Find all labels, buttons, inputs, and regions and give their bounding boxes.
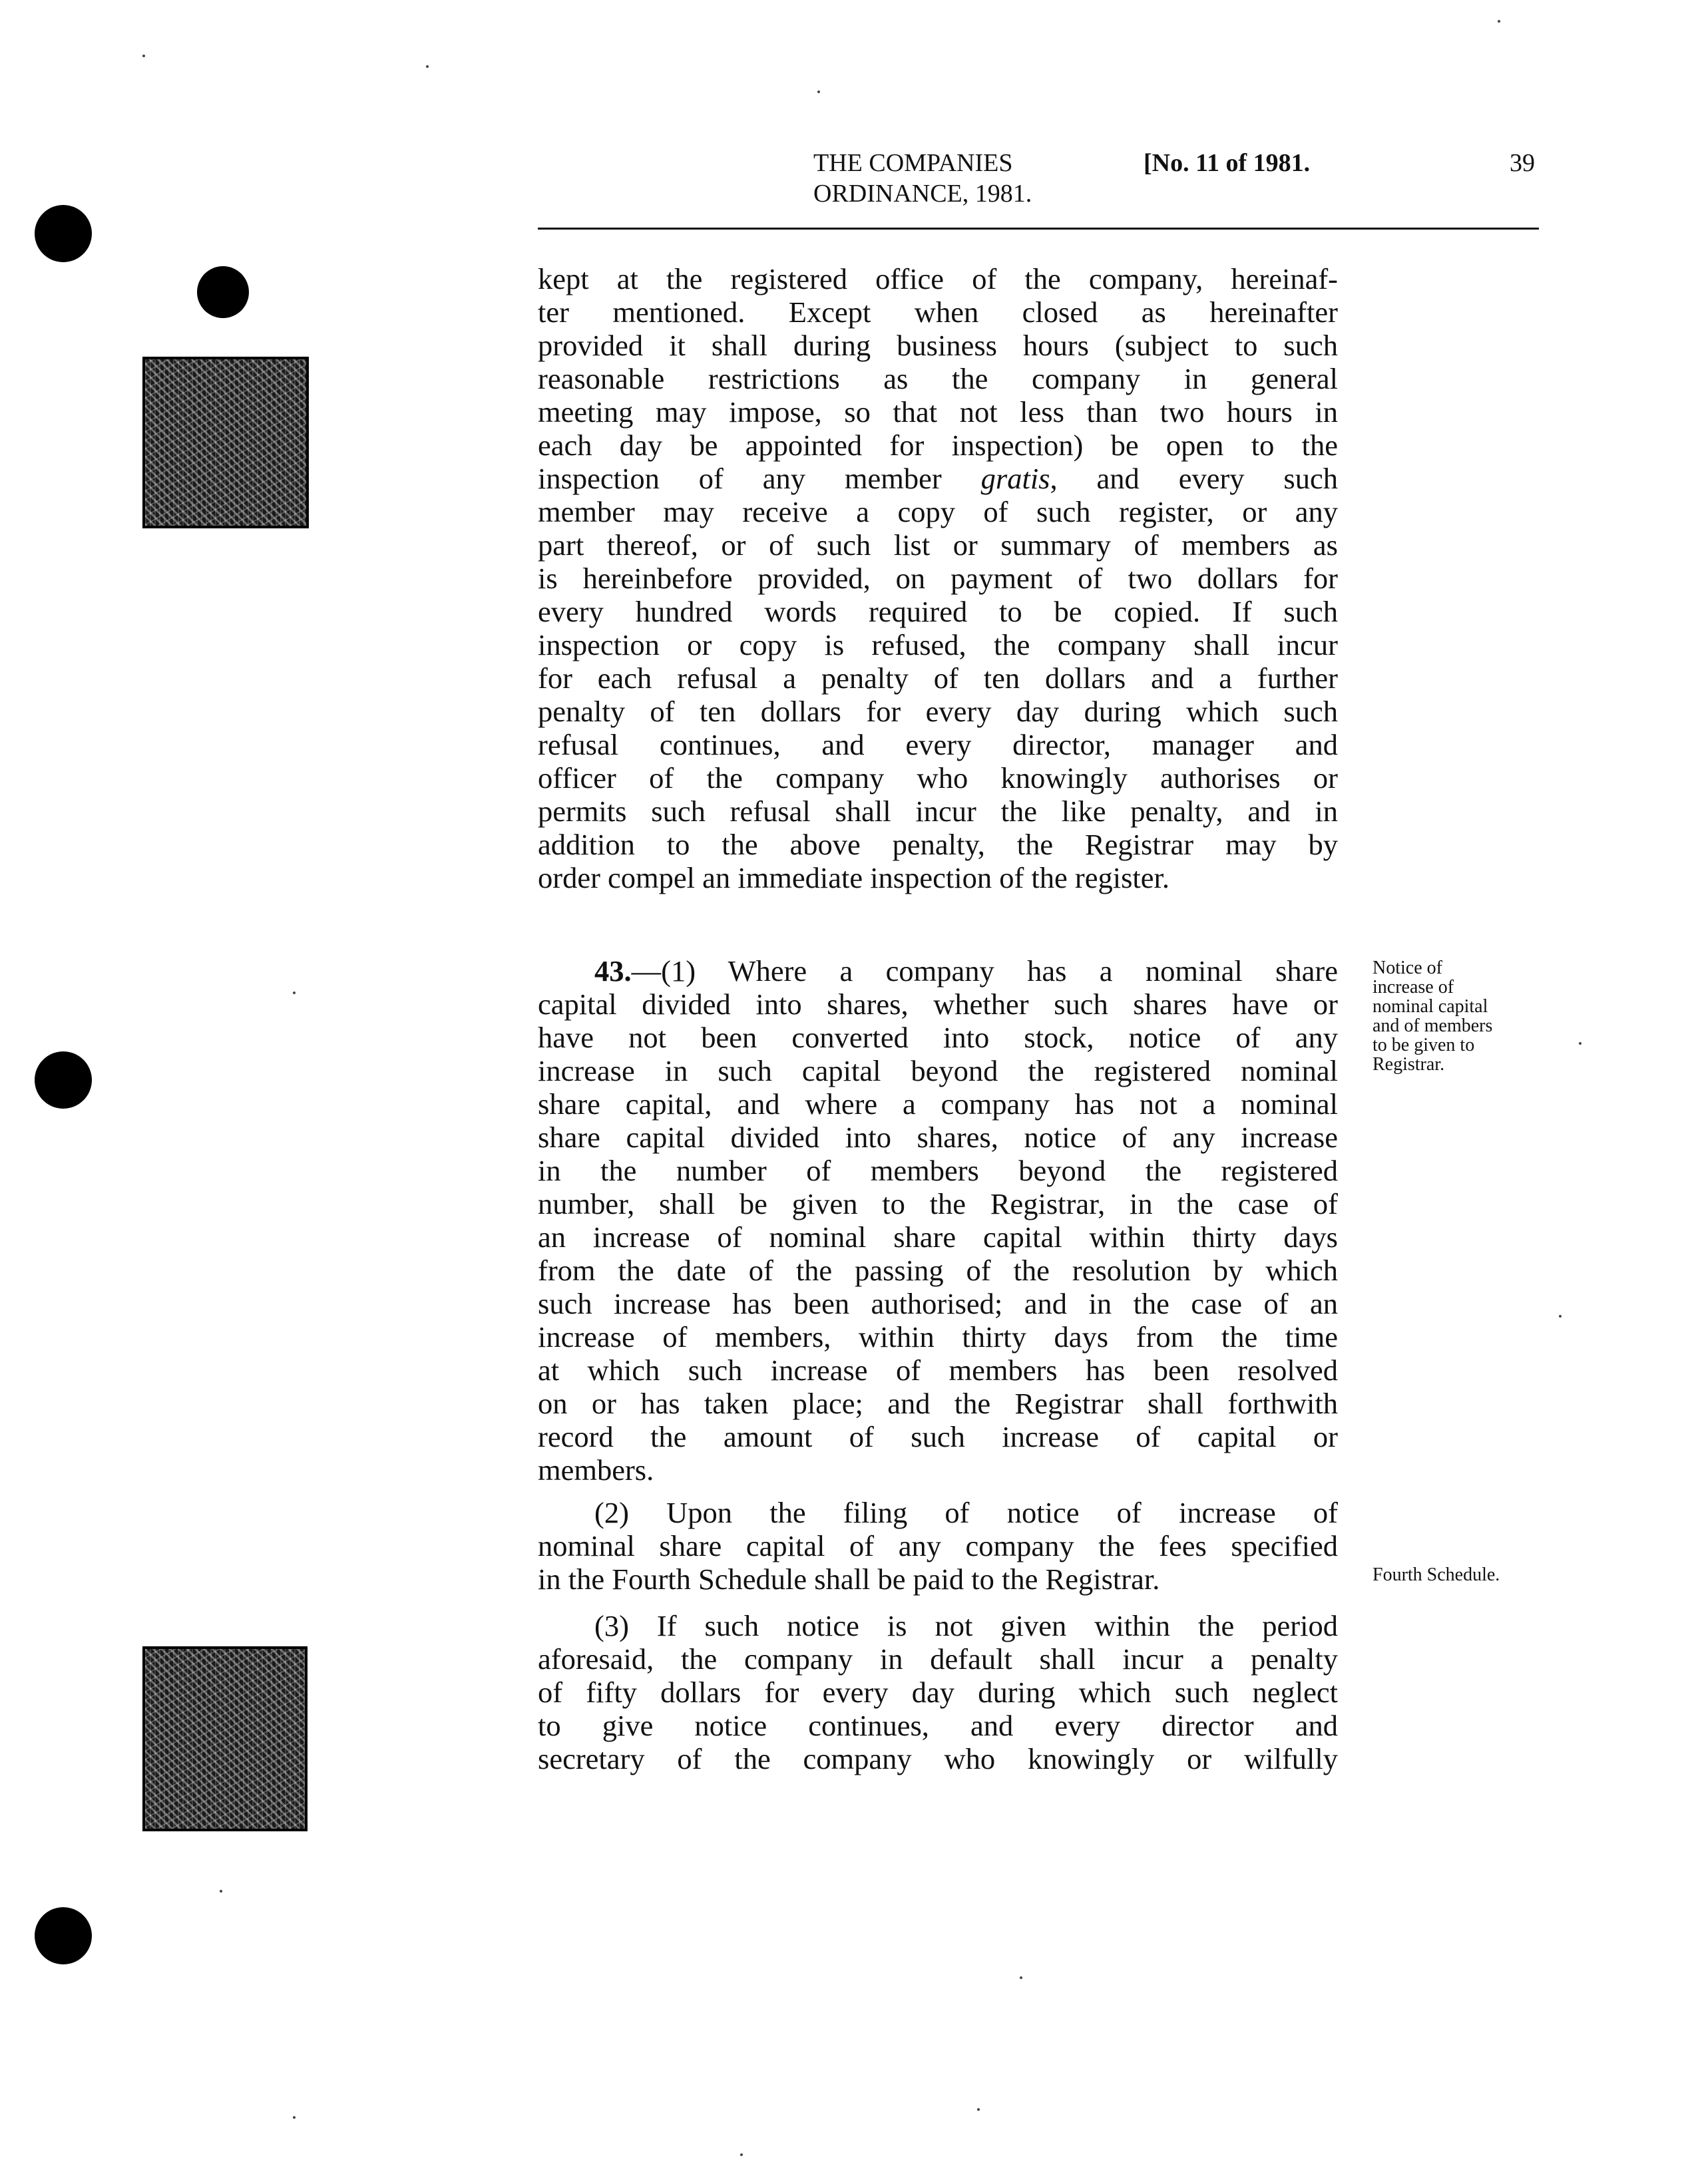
text-line: from the date of the passing of the resolution by which [538,1254,1338,1287]
text-line: permits such refusal shall incur the like penalty, and in [538,795,1338,828]
text-line: order compel an immediate inspection of the register. [538,861,1170,894]
dust-speck [1020,1976,1022,1979]
section-number: 43. [594,954,632,988]
dust-speck [426,65,429,68]
dust-speck [220,1890,222,1893]
margin-note-fourth-schedule: Fourth Schedule. [1372,1564,1500,1585]
punch-hole [197,266,249,318]
text-line [538,954,1338,988]
dust-speck [142,55,145,57]
dust-speck [740,2153,743,2156]
text-line: share capital divided into shares, notice of any increase [538,1121,1338,1154]
section-43-subsection-2 [538,1496,1338,1596]
text-line: share capital, and where a company has not a nominal [538,1087,1338,1121]
text-line: to give notice continues, and every director and [538,1709,1338,1742]
margin-note-line: nominal capital [1372,996,1488,1017]
margin-note-line: Registrar. [1372,1054,1445,1075]
margin-note-line: increase of [1372,977,1454,998]
header-title-line-2: ORDINANCE, 1981. [813,180,1032,208]
dust-speck [293,2116,296,2119]
page-number: 39 [1510,149,1535,177]
punch-hole [35,205,92,262]
text-line: in the number of members beyond the registered [538,1154,1338,1187]
ordinance-reference: [No. 11 of 1981. [1144,149,1311,177]
text-line [538,462,1338,495]
text-line: member may receive a copy of such register, or any [538,495,1338,528]
margin-note-line: Notice of [1372,958,1442,978]
header-rule [538,228,1539,230]
text-fragment: —(1) Where a company has a nominal share [631,954,1338,988]
text-line: capital divided into shares, whether such shares have or [538,988,1338,1021]
text-line: secretary of the company who knowingly or wilfully [538,1742,1338,1775]
text-line: on or has taken place; and the Registrar shall forthwith [538,1387,1338,1420]
text-line: an increase of nominal share capital within thirty days [538,1220,1338,1254]
text-line: provided it shall during business hours (subject to such [538,329,1338,362]
punch-hole [35,1051,92,1109]
margin-note-line: and of members [1372,1015,1493,1036]
text-line: such increase has been authorised; and in the case of an [538,1287,1338,1320]
text-line: kept at the registered office of the company, hereinaf- [538,262,1338,295]
text-line: is hereinbefore provided, on payment of two dollars for [538,562,1338,595]
header-title-line-1: THE COMPANIES [813,149,1013,177]
text-line: for each refusal a penalty of ten dollars and a further [538,661,1338,695]
text-line: inspection or copy is refused, the company shall incur [538,628,1338,661]
text-line: meeting may impose, so that not less than two hours in [538,395,1338,429]
text-line: addition to the above penalty, the Registrar may by [538,828,1338,861]
text-line: ter mentioned. Except when closed as hereinafter [538,295,1338,329]
text-line: in the Fourth Schedule shall be paid to the Registrar. [538,1562,1160,1596]
text-line: number, shall be given to the Registrar, in the case of [538,1187,1338,1220]
text-line: reasonable restrictions as the company in general [538,362,1338,395]
dust-speck [1498,20,1500,23]
margin-note-line: to be given to [1372,1035,1475,1055]
text-line: increase of members, within thirty days from the time [538,1320,1338,1354]
dust-speck [1579,1042,1582,1045]
punch-hole [35,1907,92,1964]
dust-speck [817,91,820,93]
text-fragment: , and every such [1050,462,1338,495]
text-line: nominal share capital of any company the fees specified [538,1529,1338,1562]
margin-note-notice-of-increase [1372,958,1546,1074]
italic-term: gratis [980,462,1050,495]
text-line: increase in such capital beyond the registered nominal [538,1054,1338,1087]
text-line: members. [538,1453,654,1487]
text-line: have not been converted into stock, notice of any [538,1021,1338,1054]
text-line: (2) Upon the filing of notice of increase of [594,1496,1338,1529]
text-line: refusal continues, and every director, manager and [538,728,1338,761]
section-43-subsection-3 [538,1609,1338,1775]
running-header-title [813,148,1032,209]
text-line: part thereof, or of such list or summary of members as [538,528,1338,562]
text-line: each day be appointed for inspection) be open to the [538,429,1338,462]
section-43-subsection-1 [538,954,1338,1487]
text-line: aforesaid, the company in default shall incur a penalty [538,1642,1338,1676]
text-fragment: inspection of any member [538,462,942,495]
text-line: officer of the company who knowingly authorises or [538,761,1338,795]
text-line: penalty of ten dollars for every day during which such [538,695,1338,728]
scan-artifact [142,1646,308,1831]
scan-artifact [142,357,309,528]
dust-speck [977,2108,980,2111]
text-line: record the amount of such increase of capital or [538,1420,1338,1453]
text-line: (3) If such notice is not given within the period [594,1609,1338,1642]
text-line: at which such increase of members has been resolved [538,1354,1338,1387]
dust-speck [1559,1315,1562,1318]
dust-speck [293,992,296,994]
text-line: every hundred words required to be copied. If such [538,595,1338,628]
text-line: of fifty dollars for every day during which such neglect [538,1676,1338,1709]
continuation-paragraph [538,262,1338,894]
